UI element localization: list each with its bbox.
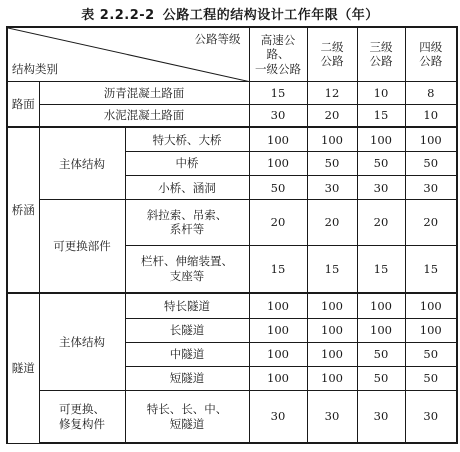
cell-value: 12 (307, 81, 357, 104)
row-item: 特长隧道 (125, 293, 249, 318)
row-item: 中隧道 (125, 342, 249, 366)
cell-value: 100 (307, 293, 357, 318)
cell-value: 100 (307, 127, 357, 151)
subgroup-bridge-main: 主体结构 (39, 127, 125, 199)
subgroup-tunnel-main: 主体结构 (39, 293, 125, 390)
header-row (7, 27, 457, 81)
group-tunnel: 隧道 (7, 293, 39, 443)
cell-value: 30 (249, 391, 307, 443)
cell-value: 15 (357, 104, 405, 127)
cell-value: 15 (357, 245, 405, 293)
cell-value: 100 (249, 293, 307, 318)
cell-value: 100 (405, 293, 457, 318)
table-row (7, 200, 457, 245)
row-item: 小桥、涵洞 (125, 176, 249, 200)
cell-value: 20 (307, 104, 357, 127)
cell-value: 50 (357, 342, 405, 366)
header-grade-2: 二级 公路 (307, 27, 357, 81)
cell-value: 15 (249, 81, 307, 104)
cell-value: 50 (307, 152, 357, 176)
cell-value: 50 (249, 176, 307, 200)
cell-value: 100 (249, 367, 307, 391)
cell-value: 50 (357, 152, 405, 176)
row-item: 斜拉索、吊索、 系杆等 (125, 200, 249, 245)
cell-value: 100 (405, 318, 457, 342)
header-grade-1: 高速公路、 一级公路 (249, 27, 307, 81)
cell-value: 10 (357, 81, 405, 104)
cell-value: 50 (357, 367, 405, 391)
cell-value: 30 (405, 176, 457, 200)
group-bridge: 桥涵 (7, 127, 39, 293)
cell-value: 30 (357, 176, 405, 200)
category-axis-label: 结构类别 (12, 62, 58, 77)
row-item: 栏杆、伸缩装置、 支座等 (125, 245, 249, 293)
cell-value: 100 (357, 293, 405, 318)
cell-value: 30 (307, 176, 357, 200)
table-number: 表 2.2.2-2 (81, 8, 155, 23)
row-item: 水泥混凝土路面 (39, 104, 249, 127)
cell-value: 30 (405, 391, 457, 443)
cell-value: 15 (307, 245, 357, 293)
table-row (7, 391, 457, 443)
subgroup-tunnel-replaceable: 可更换、 修复构件 (39, 391, 125, 443)
cell-value: 15 (249, 245, 307, 293)
design-life-table (6, 26, 458, 444)
row-item: 短隧道 (125, 367, 249, 391)
cell-value: 100 (357, 318, 405, 342)
subgroup-bridge-replaceable: 可更换部件 (39, 200, 125, 293)
header-grade-4: 四级 公路 (405, 27, 457, 81)
cell-value: 20 (307, 200, 357, 245)
row-item: 中桥 (125, 152, 249, 176)
row-item: 特大桥、大桥 (125, 127, 249, 151)
cell-value: 30 (249, 104, 307, 127)
cell-value: 100 (249, 152, 307, 176)
cell-value: 50 (405, 342, 457, 366)
header-grade-3: 三级 公路 (357, 27, 405, 81)
row-item: 沥青混凝土路面 (39, 81, 249, 104)
cell-value: 20 (357, 200, 405, 245)
cell-value: 50 (405, 367, 457, 391)
cell-value: 10 (405, 104, 457, 127)
cell-value: 20 (249, 200, 307, 245)
table-row (7, 104, 457, 127)
cell-value: 100 (249, 127, 307, 151)
cell-value: 30 (357, 391, 405, 443)
cell-value: 8 (405, 81, 457, 104)
row-item: 特长、长、中、 短隧道 (125, 391, 249, 443)
group-road: 路面 (7, 81, 39, 127)
cell-value: 50 (405, 152, 457, 176)
table-row (7, 81, 457, 104)
cell-value: 100 (249, 342, 307, 366)
cell-value: 100 (307, 342, 357, 366)
cell-value: 20 (405, 200, 457, 245)
diagonal-header-cell (7, 27, 249, 81)
cell-value: 100 (357, 127, 405, 151)
grade-axis-label: 公路等级 (194, 32, 241, 46)
cell-value: 100 (249, 318, 307, 342)
cell-value: 100 (405, 127, 457, 151)
cell-value: 100 (307, 367, 357, 391)
row-item: 长隧道 (125, 318, 249, 342)
cell-value: 15 (405, 245, 457, 293)
cell-value: 100 (307, 318, 357, 342)
table-title: 公路工程的结构设计工作年限（年） (162, 8, 379, 23)
table-caption (0, 4, 460, 23)
table-row (7, 293, 457, 318)
cell-value: 30 (307, 391, 357, 443)
table-row (7, 127, 457, 151)
